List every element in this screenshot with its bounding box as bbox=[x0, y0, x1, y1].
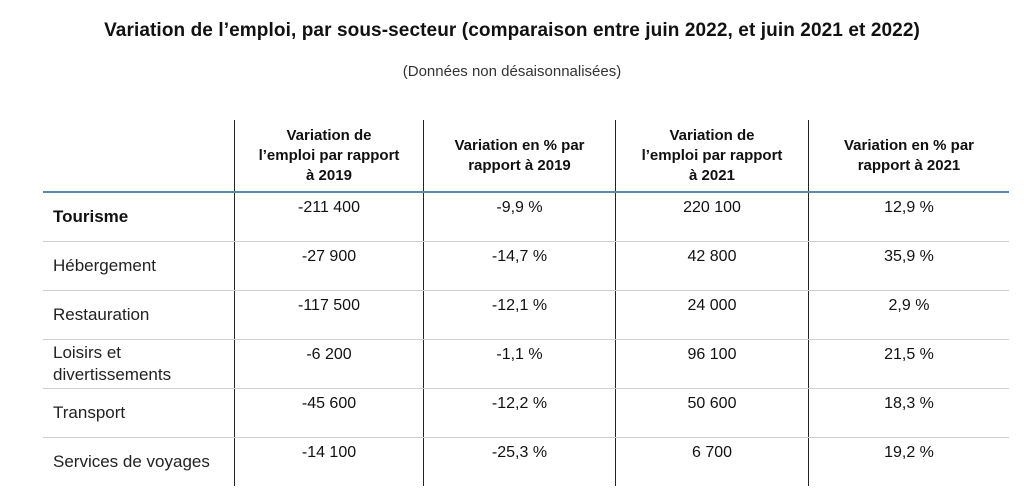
cell-percent-2019: -25,3 % bbox=[423, 438, 615, 486]
cell-percent-2021: 19,2 % bbox=[808, 438, 1009, 486]
table-row bbox=[43, 242, 1009, 291]
cell-variation-2019: -117 500 bbox=[234, 291, 423, 339]
cell-variation-2019: -211 400 bbox=[234, 193, 423, 241]
cell-percent-2019: -12,1 % bbox=[423, 291, 615, 339]
cell-percent-2021: 18,3 % bbox=[808, 389, 1009, 437]
row-label: Services de voyages bbox=[53, 452, 210, 471]
cell-percent-2019: -9,9 % bbox=[423, 193, 615, 241]
cell-variation-2021: 220 100 bbox=[615, 193, 808, 241]
cell-percent-2019: -14,7 % bbox=[423, 242, 615, 290]
cell-variation-2021: 24 000 bbox=[615, 291, 808, 339]
table-row bbox=[43, 389, 1009, 438]
row-label: Transport bbox=[53, 403, 126, 422]
table-row bbox=[43, 340, 1009, 389]
column-header-percent-2021: Variation en % par rapport à 2021 bbox=[808, 120, 1009, 191]
column-header-variation-2019: Variation de l’emploi par rapport à 2019 bbox=[234, 120, 423, 191]
row-label: Tourisme bbox=[53, 207, 129, 226]
table-title: Variation de l’emploi, par sous-secteur (comparaison entre juin 2022, et juin 2021 et 2022) bbox=[104, 20, 920, 41]
cell-variation-2021: 42 800 bbox=[615, 242, 808, 290]
row-label: Restauration bbox=[53, 305, 150, 324]
table-row bbox=[43, 291, 1009, 340]
cell-percent-2021: 35,9 % bbox=[808, 242, 1009, 290]
cell-variation-2021: 96 100 bbox=[615, 340, 808, 388]
table-header-row bbox=[43, 120, 1009, 191]
row-label: Loisirs et divertissements bbox=[53, 343, 172, 384]
row-label: Hébergement bbox=[53, 256, 157, 275]
column-header-percent-2019: Variation en % par rapport à 2019 bbox=[423, 120, 615, 191]
table-row bbox=[43, 438, 1009, 486]
cell-percent-2019: -12,2 % bbox=[423, 389, 615, 437]
cell-variation-2021: 50 600 bbox=[615, 389, 808, 437]
cell-percent-2021: 12,9 % bbox=[808, 193, 1009, 241]
cell-variation-2019: -14 100 bbox=[234, 438, 423, 486]
table-row bbox=[43, 193, 1009, 242]
cell-variation-2021: 6 700 bbox=[615, 438, 808, 486]
table-subtitle: (Données non désaisonnalisées) bbox=[402, 63, 622, 80]
cell-variation-2019: -45 600 bbox=[234, 389, 423, 437]
cell-variation-2019: -6 200 bbox=[234, 340, 423, 388]
cell-percent-2019: -1,1 % bbox=[423, 340, 615, 388]
cell-percent-2021: 21,5 % bbox=[808, 340, 1009, 388]
cell-variation-2019: -27 900 bbox=[234, 242, 423, 290]
cell-percent-2021: 2,9 % bbox=[808, 291, 1009, 339]
column-header-variation-2021: Variation de l’emploi par rapport à 2021 bbox=[615, 120, 808, 191]
